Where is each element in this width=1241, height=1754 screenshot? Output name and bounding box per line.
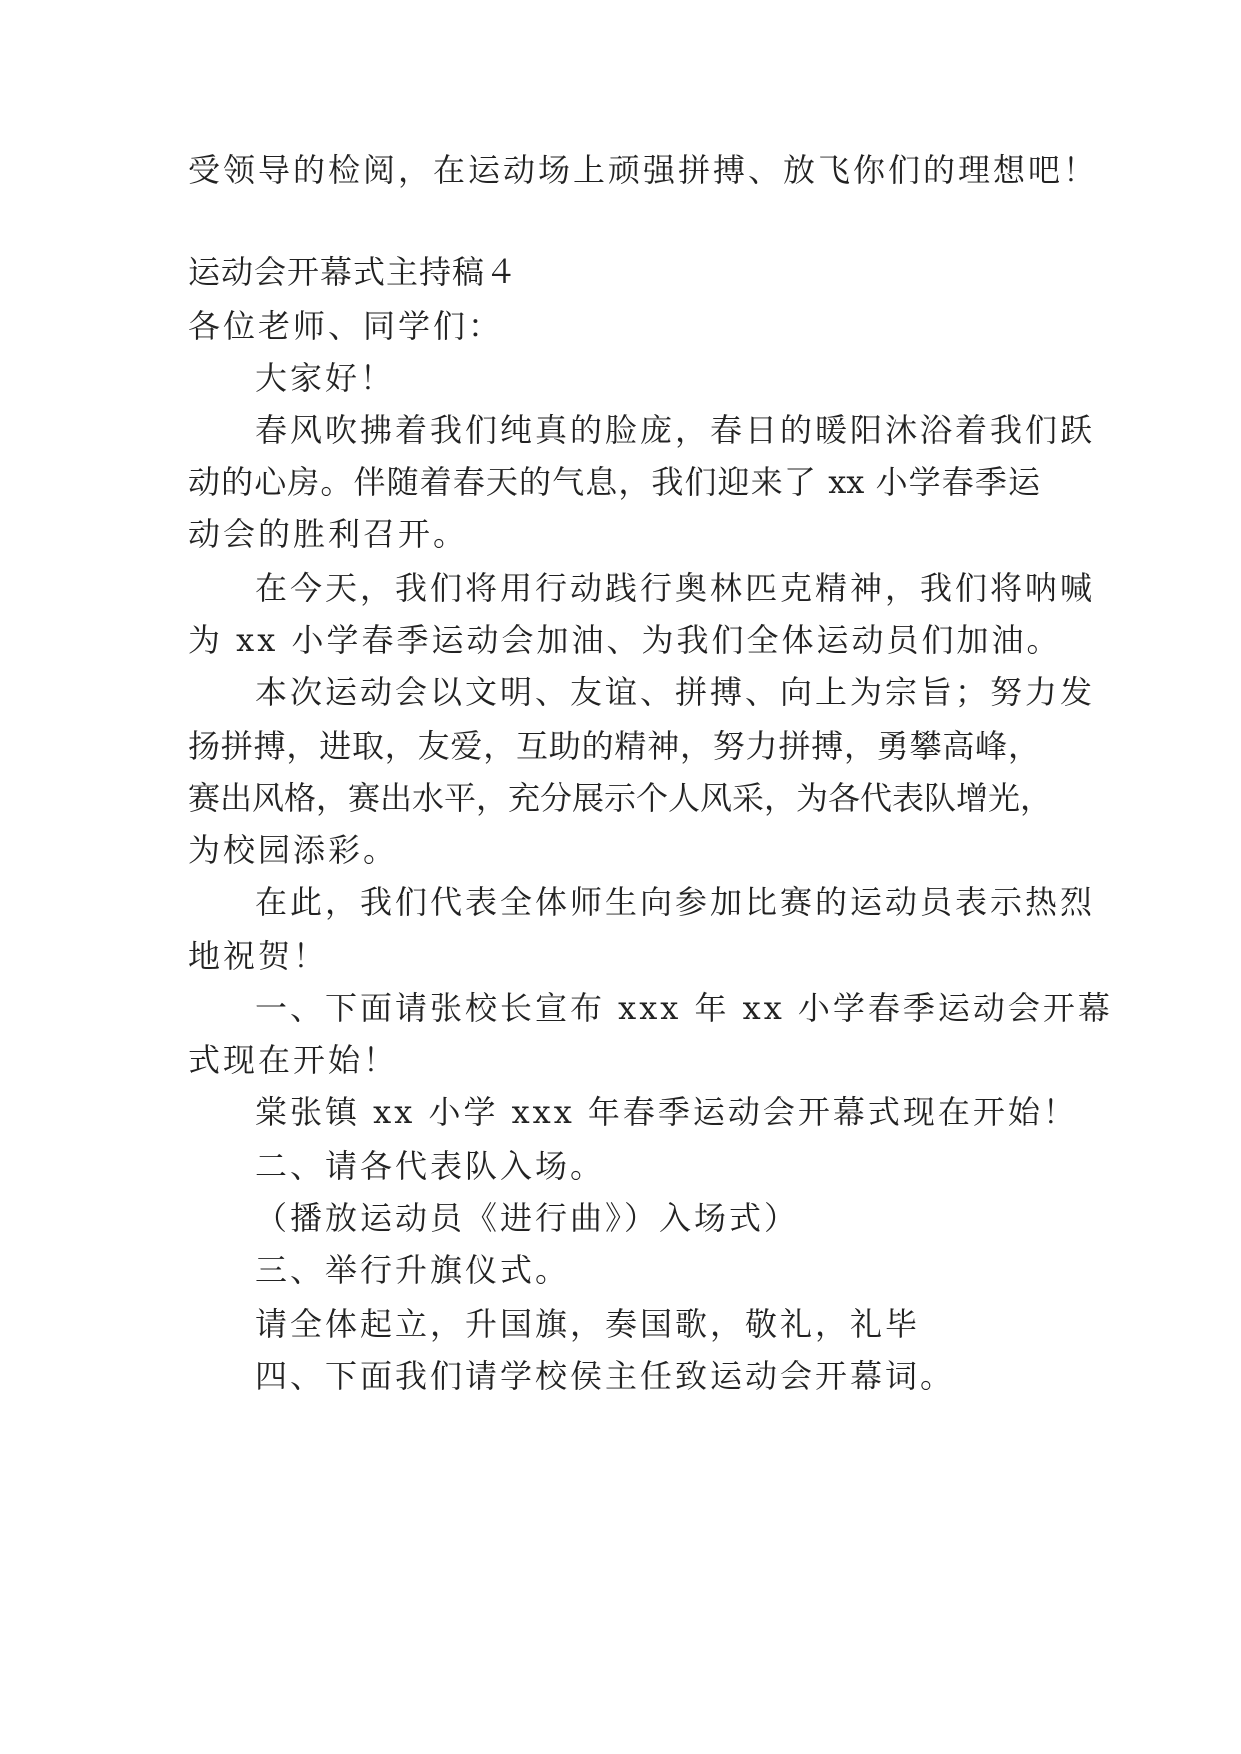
text-line: 为校园添彩。	[188, 831, 399, 869]
text-line: 棠张镇 xx 小学 xxx 年春季运动会开幕式现在开始！	[255, 1093, 1078, 1131]
text-line: 受领导的检阅，在运动场上顽强拼搏、放飞你们的理想吧！	[188, 151, 1099, 189]
greeting: 大家好！	[255, 359, 396, 397]
text-line: 地祝贺！	[188, 937, 329, 975]
salutation: 各位老师、同学们：	[188, 307, 504, 345]
text-line: 春风吹拂着我们纯真的脸庞，春日的暖阳沐浴着我们跃	[255, 411, 1096, 449]
text-line: 在今天，我们将用行动践行奥林匹克精神，我们将呐喊	[255, 569, 1096, 607]
text-line: 赛出风格，赛出水平，充分展示个人风采，为各代表队增光，	[188, 779, 1053, 817]
text-line: 本次运动会以文明、友谊、拼搏、向上为宗旨；努力发	[255, 673, 1096, 711]
text-line: 二、请各代表队入场。	[255, 1147, 606, 1185]
text-line: 动的心房。伴随着春天的气息，我们迎来了 xx 小学春季运	[188, 463, 1040, 501]
text-line: 为 xx 小学春季运动会加油、为我们全体运动员们加油。	[188, 621, 1062, 659]
text-line: 动会的胜利召开。	[188, 515, 469, 553]
text-line: 一、下面请张校长宣布 xxx 年 xx 小学春季运动会开幕	[255, 989, 1113, 1027]
text-line: 请全体起立，升国旗，奏国歌，敬礼，礼毕	[255, 1305, 921, 1343]
text-line: 三、举行升旗仪式。	[255, 1251, 571, 1289]
text-line: 扬拼搏，进取，友爱，互助的精神，努力拼搏，勇攀高峰，	[188, 727, 1040, 765]
text-line: 四、下面我们请学校侯主任致运动会开幕词。	[255, 1357, 956, 1395]
text-line: 在此，我们代表全体师生向参加比赛的运动员表示热烈	[255, 883, 1096, 921]
text-line: （播放运动员《进行曲》）入场式）	[255, 1199, 800, 1237]
section-title: 运动会开幕式主持稿４	[188, 253, 519, 291]
text-line: 式现在开始！	[188, 1041, 399, 1079]
